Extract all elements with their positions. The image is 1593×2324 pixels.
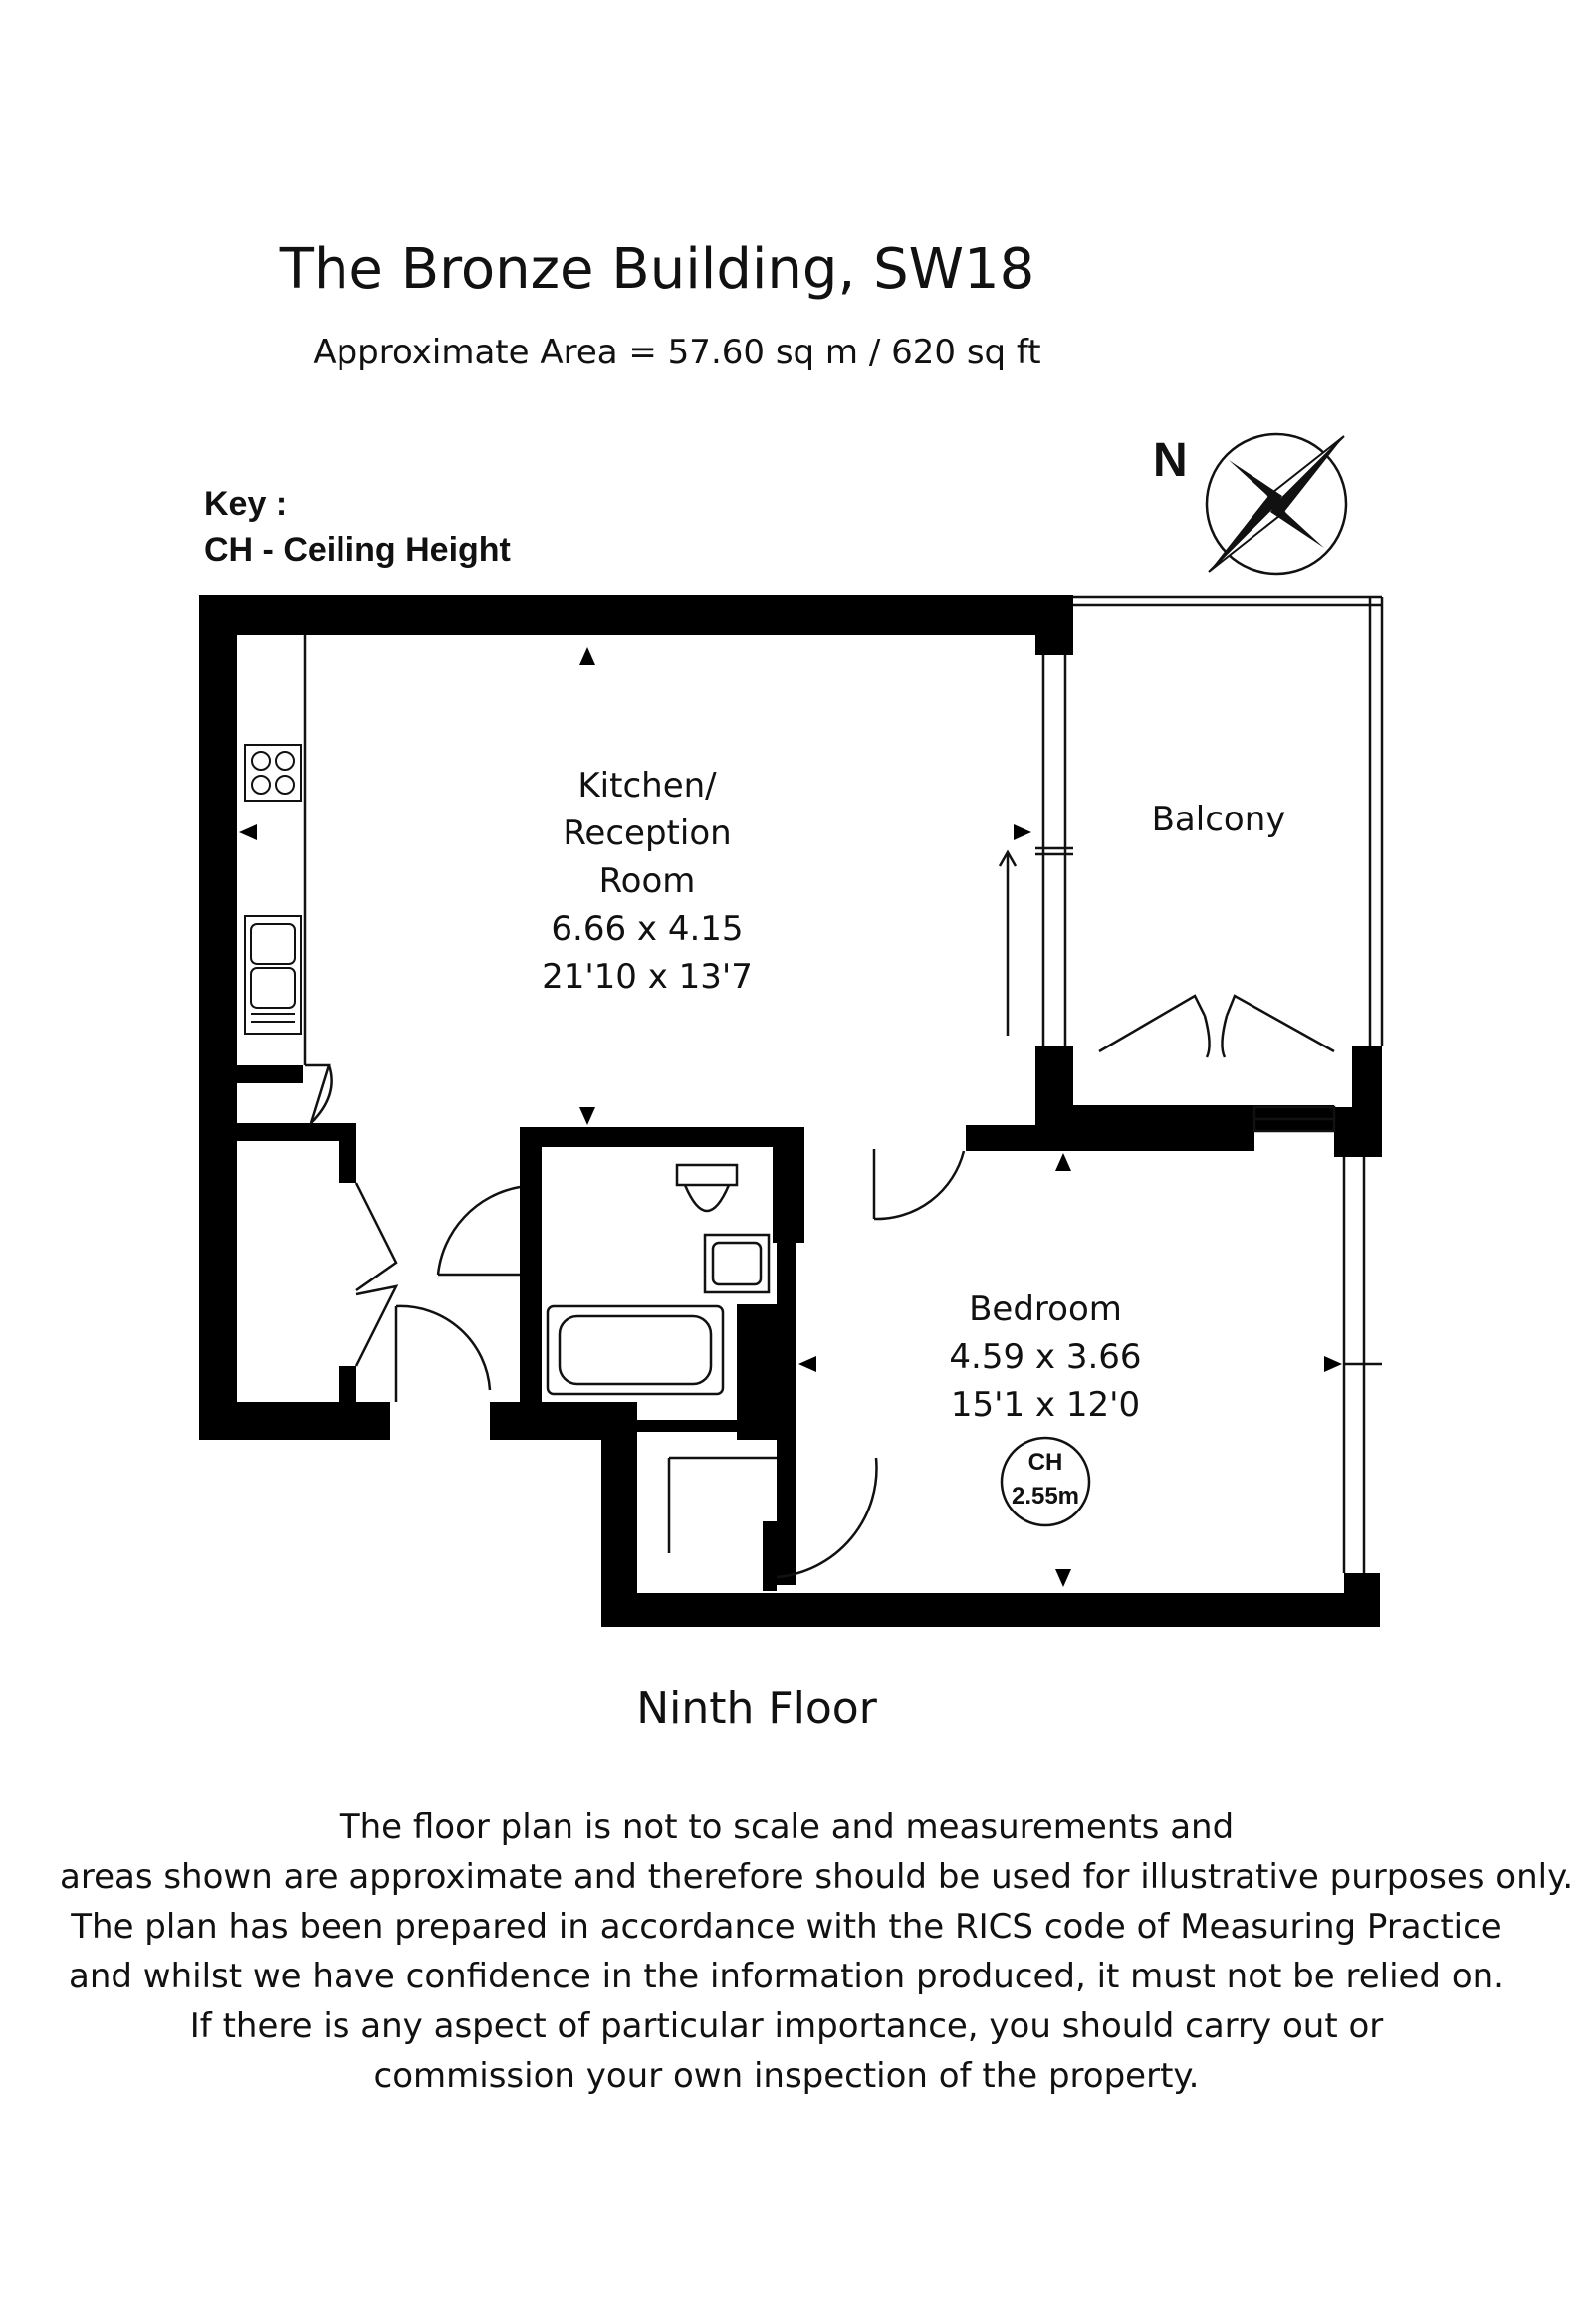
walls xyxy=(199,595,1382,1627)
kitchen-name-2: Reception xyxy=(563,813,732,853)
balcony-label: Balcony xyxy=(1151,800,1286,839)
disclaimer-line: The plan has been prepared in accordance with the RICS code of Measuring Practice xyxy=(71,1907,1502,1947)
floor-label: Ninth Floor xyxy=(636,1683,877,1734)
kitchen-name-3: Room xyxy=(598,861,696,901)
bedroom-metric: 4.59 x 3.66 xyxy=(949,1337,1142,1377)
area-subtitle: Approximate Area = 57.60 sq m / 620 sq ft xyxy=(313,333,1041,372)
disclaimer-line: and whilst we have confidence in the information produced, it must not be relied on. xyxy=(69,1957,1504,1996)
key-heading: Key : xyxy=(204,485,288,523)
key-entry: CH - Ceiling Height xyxy=(204,531,511,569)
plan-lines xyxy=(305,597,1382,1577)
compass-icon xyxy=(1207,434,1346,574)
disclaimer xyxy=(60,1802,1574,2101)
ceiling-height-badge xyxy=(1002,1438,1089,1525)
north-label: N xyxy=(1153,434,1188,487)
bedroom-label xyxy=(949,1289,1141,1425)
kitchen-metric: 6.66 x 4.15 xyxy=(551,909,744,949)
kitchen-name-1: Kitchen/ xyxy=(577,766,717,806)
disclaimer-line: The floor plan is not to scale and measurements and xyxy=(339,1807,1235,1847)
sink-icon xyxy=(245,916,301,1034)
ch-value: 2.55m xyxy=(1011,1483,1080,1510)
disclaimer-line: If there is any aspect of particular importance, you should carry out or xyxy=(189,2006,1384,2046)
kitchen-imperial: 21'10 x 13'7 xyxy=(542,957,753,997)
hob-icon xyxy=(245,745,301,801)
kitchen-label xyxy=(542,766,753,997)
bedroom-imperial: 15'1 x 12'0 xyxy=(950,1385,1141,1425)
disclaimer-line: commission your own inspection of the property. xyxy=(373,2056,1200,2096)
bedroom-name: Bedroom xyxy=(969,1289,1122,1329)
disclaimer-line: areas shown are approximate and therefore should be used for illustrative purposes only. xyxy=(60,1857,1574,1897)
ch-label: CH xyxy=(1027,1449,1063,1476)
plan-title: The Bronze Building, SW18 xyxy=(279,237,1035,302)
